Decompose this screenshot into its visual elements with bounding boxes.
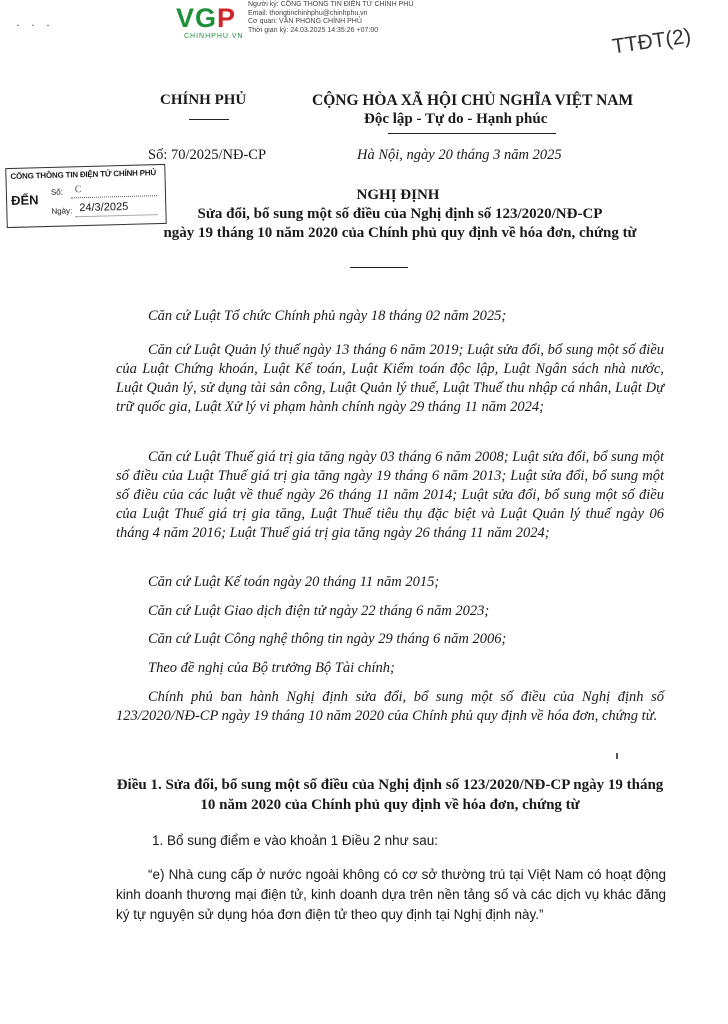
stamp-title: CỔNG THÔNG TIN ĐIỆN TỬ CHÍNH PHỦ — [10, 168, 157, 181]
legal-basis-paragraph: Căn cứ Luật Giao dịch điện tử ngày 22 tháng 6 năm 2023; — [148, 603, 490, 619]
stamp-ngay-label: Ngày: — [51, 206, 73, 216]
legal-basis-paragraph: Căn cứ Luật Tổ chức Chính phủ ngày 18 tháng 02 năm 2025; — [148, 308, 507, 324]
quoted-provision: “e) Nhà cung cấp ở nước ngoài không có cơ sở thường trú tại Việt Nam có hoạt động kinh doanh thương mại điện tử, kinh doanh dựa trên nền tảng số và các dịch vụ khác đăng ký tự nguyện sử dụng hóa đơn điện tử theo quy định tại Nghị định này.” — [116, 867, 666, 922]
subject-line-1: Sửa đổi, bổ sung một số điều của Nghị định số 123/2020/NĐ-CP — [197, 206, 603, 222]
promulgation-paragraph: Chính phủ ban hành Nghị định sửa đổi, bổ sung một số điều của Nghị định số 123/2020/NĐ-CP ngày 19 tháng 10 năm 2020 của Chính phủ quy định về hóa đơn, chứng từ. — [116, 689, 664, 724]
stamp-dotted-line — [76, 214, 158, 217]
article-item: 1. Bổ sung điểm e vào khoản 1 Điều 2 như sau: — [152, 833, 438, 848]
legal-basis-paragraph: Căn cứ Luật Thuế giá trị gia tăng ngày 03 tháng 6 năm 2008; Luật sửa đổi, bổ sung một số điều của Luật Thuế giá trị gia tăng ngày 19 tháng 6 năm 2013; Luật sửa đổi, bổ sung một số điều của các luật về thuế ngày 26 tháng 11 năm 2014; Luật sửa đổi, bổ sung một số điều của Luật Thuế giá trị gia tăng, Luật Thuế tiêu thụ đặc biệt và Luật Quản lý thuế ngày 06 tháng 4 năm 2016; Luật Thuế giá trị gia tăng ngày 26 tháng 11 năm 2024; — [116, 449, 664, 541]
stamp-dotted-line — [71, 195, 157, 198]
signature-signer: Người ký: CỔNG THÔNG TIN ĐIỆN TỬ CHÍNH PHỦ — [248, 1, 414, 8]
stamp-ngay-value: 24/3/2025 — [79, 200, 129, 215]
issuer-name: CHÍNH PHỦ — [160, 92, 247, 108]
issuer-underline — [189, 119, 229, 120]
vgp-logo — [176, 4, 236, 32]
national-motto: Độc lập - Tự do - Hạnh phúc — [364, 111, 548, 127]
legal-basis-paragraph: Căn cứ Luật Công nghệ thông tin ngày 29 tháng 6 năm 2006; — [148, 631, 507, 647]
proposal-paragraph: Theo đề nghị của Bộ trưởng Bộ Tài chính; — [148, 660, 395, 676]
stamp-den-label: ĐẾN — [10, 192, 39, 208]
legal-basis-paragraph: Căn cứ Luật Kế toán ngày 20 tháng 11 năm 2015; — [148, 574, 440, 590]
vgp-logo-text: VGP — [176, 3, 237, 33]
digital-signature-info — [248, 1, 413, 35]
received-stamp — [5, 164, 167, 228]
signature-time: Thời gian ký: 24.03.2025 14:35:26 +07:00 — [248, 26, 379, 34]
legal-basis-paragraph: Căn cứ Luật Quản lý thuế ngày 13 tháng 6 năm 2019; Luật sửa đổi, bổ sung một số điều của Luật Chứng khoán, Luật Kế toán, Luật Kiểm toán độc lập, Luật Ngân sách nhà nước, Luật Quản lý, sử dụng tài sản công, Luật Quản lý thuế, Luật Thuế thu nhập cá nhân, Luật Dự trữ quốc gia, Luật Xử lý vi phạm hành chính ngày 29 tháng 11 năm 2024; — [116, 342, 664, 415]
article-1-heading: Điều 1. Sửa đổi, bổ sung một số điều của Nghị định số 123/2020/NĐ-CP ngày 19 tháng 10 năm 2020 của Chính phủ quy định về hóa đơn, chứng từ — [116, 777, 664, 813]
handwritten-note: TTĐT(2) — [610, 24, 693, 59]
scan-marks: · · · — [16, 18, 54, 32]
document-subject — [140, 205, 660, 243]
signature-email: Email: thongtinchinhphu@chinhphu.vn — [248, 9, 368, 17]
signature-agency: Cơ quan: VĂN PHÒNG CHÍNH PHỦ — [248, 18, 362, 25]
motto-underline — [388, 133, 556, 134]
document-number: Số: 70/2025/NĐ-CP — [148, 147, 267, 163]
scan-mark — [616, 753, 618, 759]
place-date: Hà Nội, ngày 20 tháng 3 năm 2025 — [357, 147, 562, 163]
stamp-so-value: C — [74, 184, 82, 196]
vgp-logo-p: P — [217, 3, 237, 33]
title-underline — [350, 267, 408, 268]
vgp-logo-subtext: CHINHPHU.VN — [184, 33, 244, 40]
subject-line-2: ngày 19 tháng 10 năm 2020 của Chính phủ quy định về hóa đơn, chứng từ — [163, 225, 637, 241]
stamp-so-label: Số: — [50, 187, 64, 197]
document-type: NGHỊ ĐỊNH — [356, 187, 440, 203]
national-title: CỘNG HÒA XÃ HỘI CHỦ NGHĨA VIỆT NAM — [312, 92, 634, 109]
